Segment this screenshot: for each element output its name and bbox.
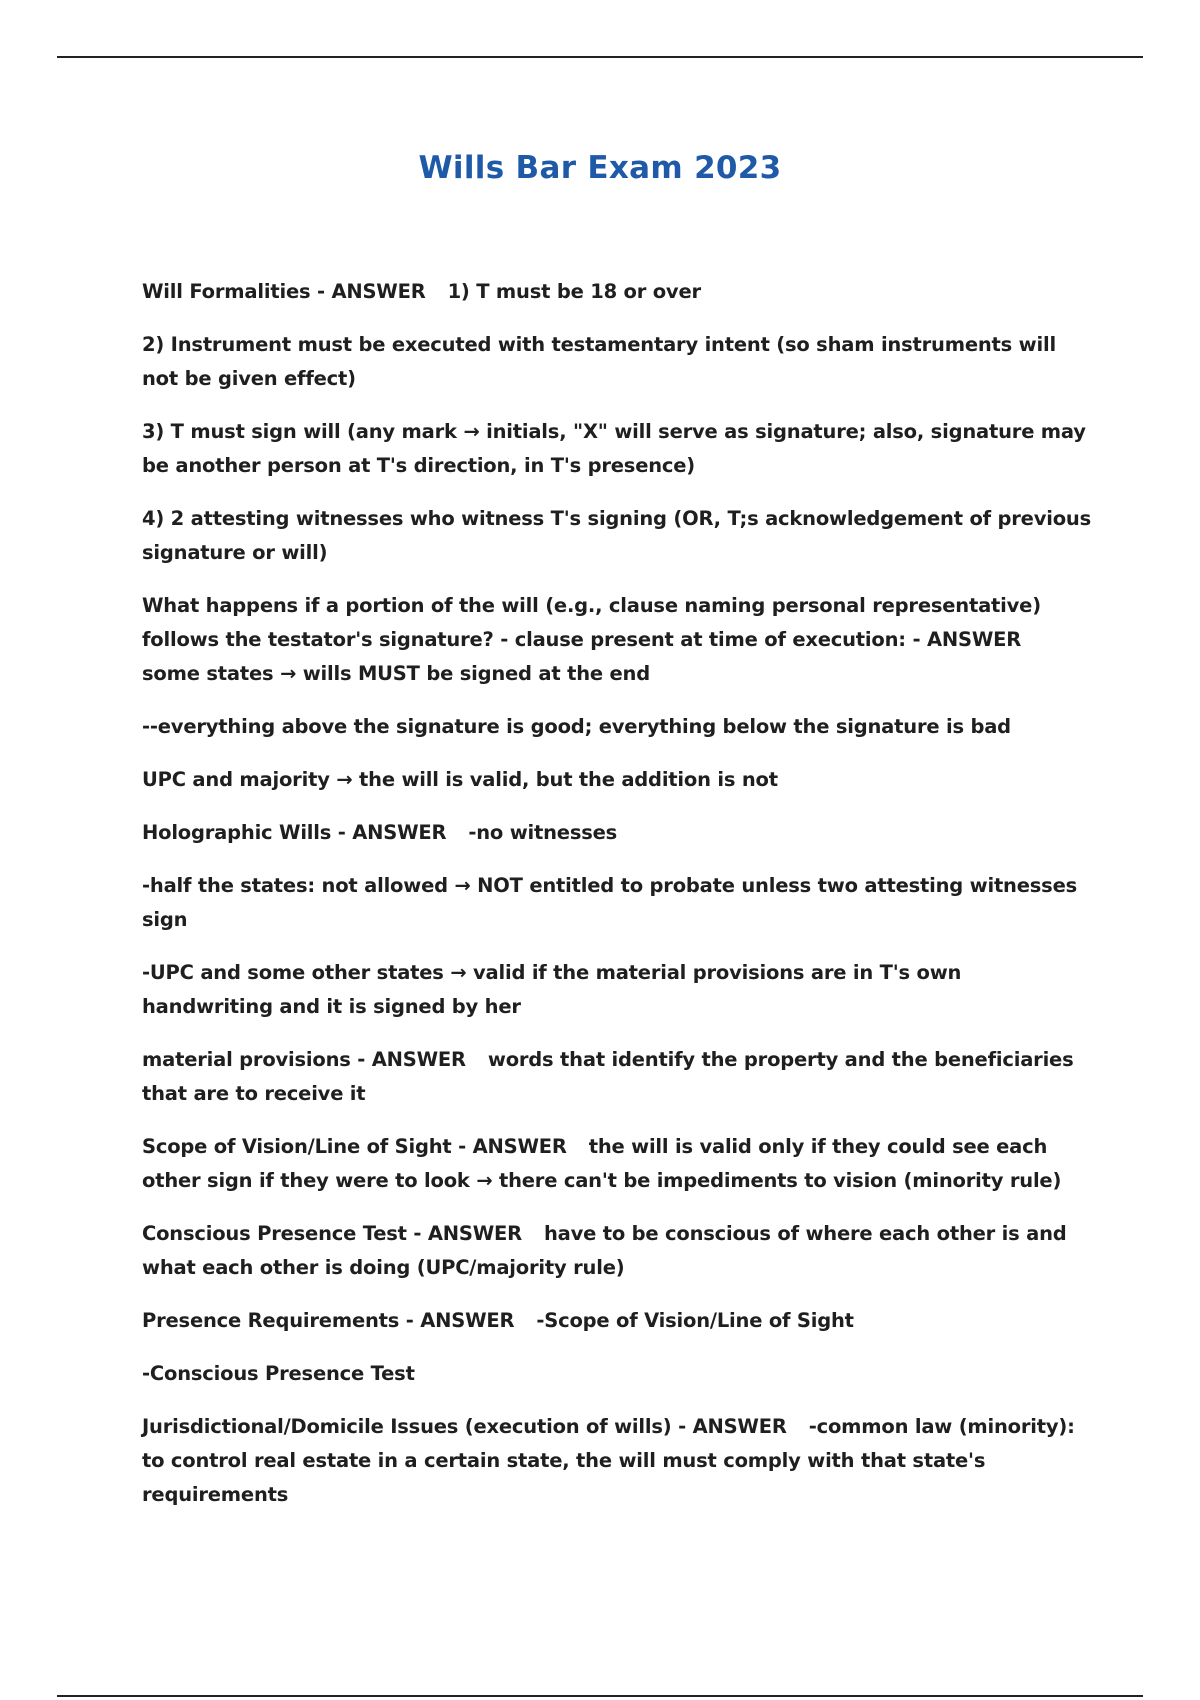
answer-text: -UPC and some other states → valid if the material provisions are in T's own handwriting and it is signed by her: [142, 961, 962, 1018]
qa-entry: [142, 502, 1097, 570]
question-text: Scope of Vision/Line of Sight - ANSWER: [142, 1135, 567, 1158]
answer-text: 3) T must sign will (any mark → initials, "X" will serve as signature; also, signature may be another person at T's direction, in T's presence): [142, 420, 1086, 477]
qa-entry: [142, 328, 1097, 396]
answer-text: -Conscious Presence Test: [142, 1362, 415, 1385]
qa-entry: [142, 415, 1097, 483]
qa-entry: [142, 275, 1097, 309]
footer-rule: [57, 1695, 1143, 1697]
qa-entry: [142, 763, 1097, 797]
question-text: Jurisdictional/Domicile Issues (execution of wills) - ANSWER: [142, 1415, 787, 1438]
answer-text: 1) T must be 18 or over: [447, 280, 701, 303]
qa-entry: [142, 1130, 1097, 1198]
answer-text: 2) Instrument must be executed with testamentary intent (so sham instruments will not be given effect): [142, 333, 1056, 390]
answer-text: -no witnesses: [468, 821, 618, 844]
question-text: material provisions - ANSWER: [142, 1048, 466, 1071]
document-title: Wills Bar Exam 2023: [418, 150, 782, 186]
qa-entry: [142, 710, 1097, 744]
qa-entry: [142, 589, 1097, 691]
answer-text: the will is valid only if they could see each other sign if they were to look → there can't be impediments to vision (minority rule): [142, 1135, 1062, 1192]
document-body: [142, 275, 1097, 1531]
answer-text: -common law (minority): to control real estate in a certain state, the will must comply with that state's requirements: [142, 1415, 1075, 1506]
answer-text: have to be conscious of where each other is and what each other is doing (UPC/majority rule): [142, 1222, 1067, 1279]
answer-text: UPC and majority → the will is valid, but the addition is not: [142, 768, 778, 791]
question-text: Will Formalities - ANSWER: [142, 280, 426, 303]
answer-text: words that identify the property and the beneficiaries that are to receive it: [142, 1048, 1074, 1105]
answer-text: -half the states: not allowed → NOT entitled to probate unless two attesting witnesses sign: [142, 874, 1078, 931]
qa-entry: [142, 1043, 1097, 1111]
qa-entry: [142, 1217, 1097, 1285]
header-rule: [57, 56, 1143, 58]
answer-text: some states → wills MUST be signed at the end: [142, 662, 650, 685]
qa-entry: [142, 1304, 1097, 1338]
qa-entry: [142, 816, 1097, 850]
answer-text: 4) 2 attesting witnesses who witness T's signing (OR, T;s acknowledgement of previous signature or will): [142, 507, 1091, 564]
question-text: Conscious Presence Test - ANSWER: [142, 1222, 522, 1245]
qa-entry: [142, 956, 1097, 1024]
answer-text: -Scope of Vision/Line of Sight: [536, 1309, 854, 1332]
answer-text: --everything above the signature is good; everything below the signature is bad: [142, 715, 1011, 738]
qa-entry: [142, 1410, 1097, 1512]
question-text: Presence Requirements - ANSWER: [142, 1309, 515, 1332]
qa-entry: [142, 869, 1097, 937]
qa-entry: [142, 1357, 1097, 1391]
question-text: Holographic Wills - ANSWER: [142, 821, 447, 844]
question-text: What happens if a portion of the will (e.g., clause naming personal representative) follows the testator's signature? - clause present at time of execution: - ANSWER: [142, 594, 1041, 651]
